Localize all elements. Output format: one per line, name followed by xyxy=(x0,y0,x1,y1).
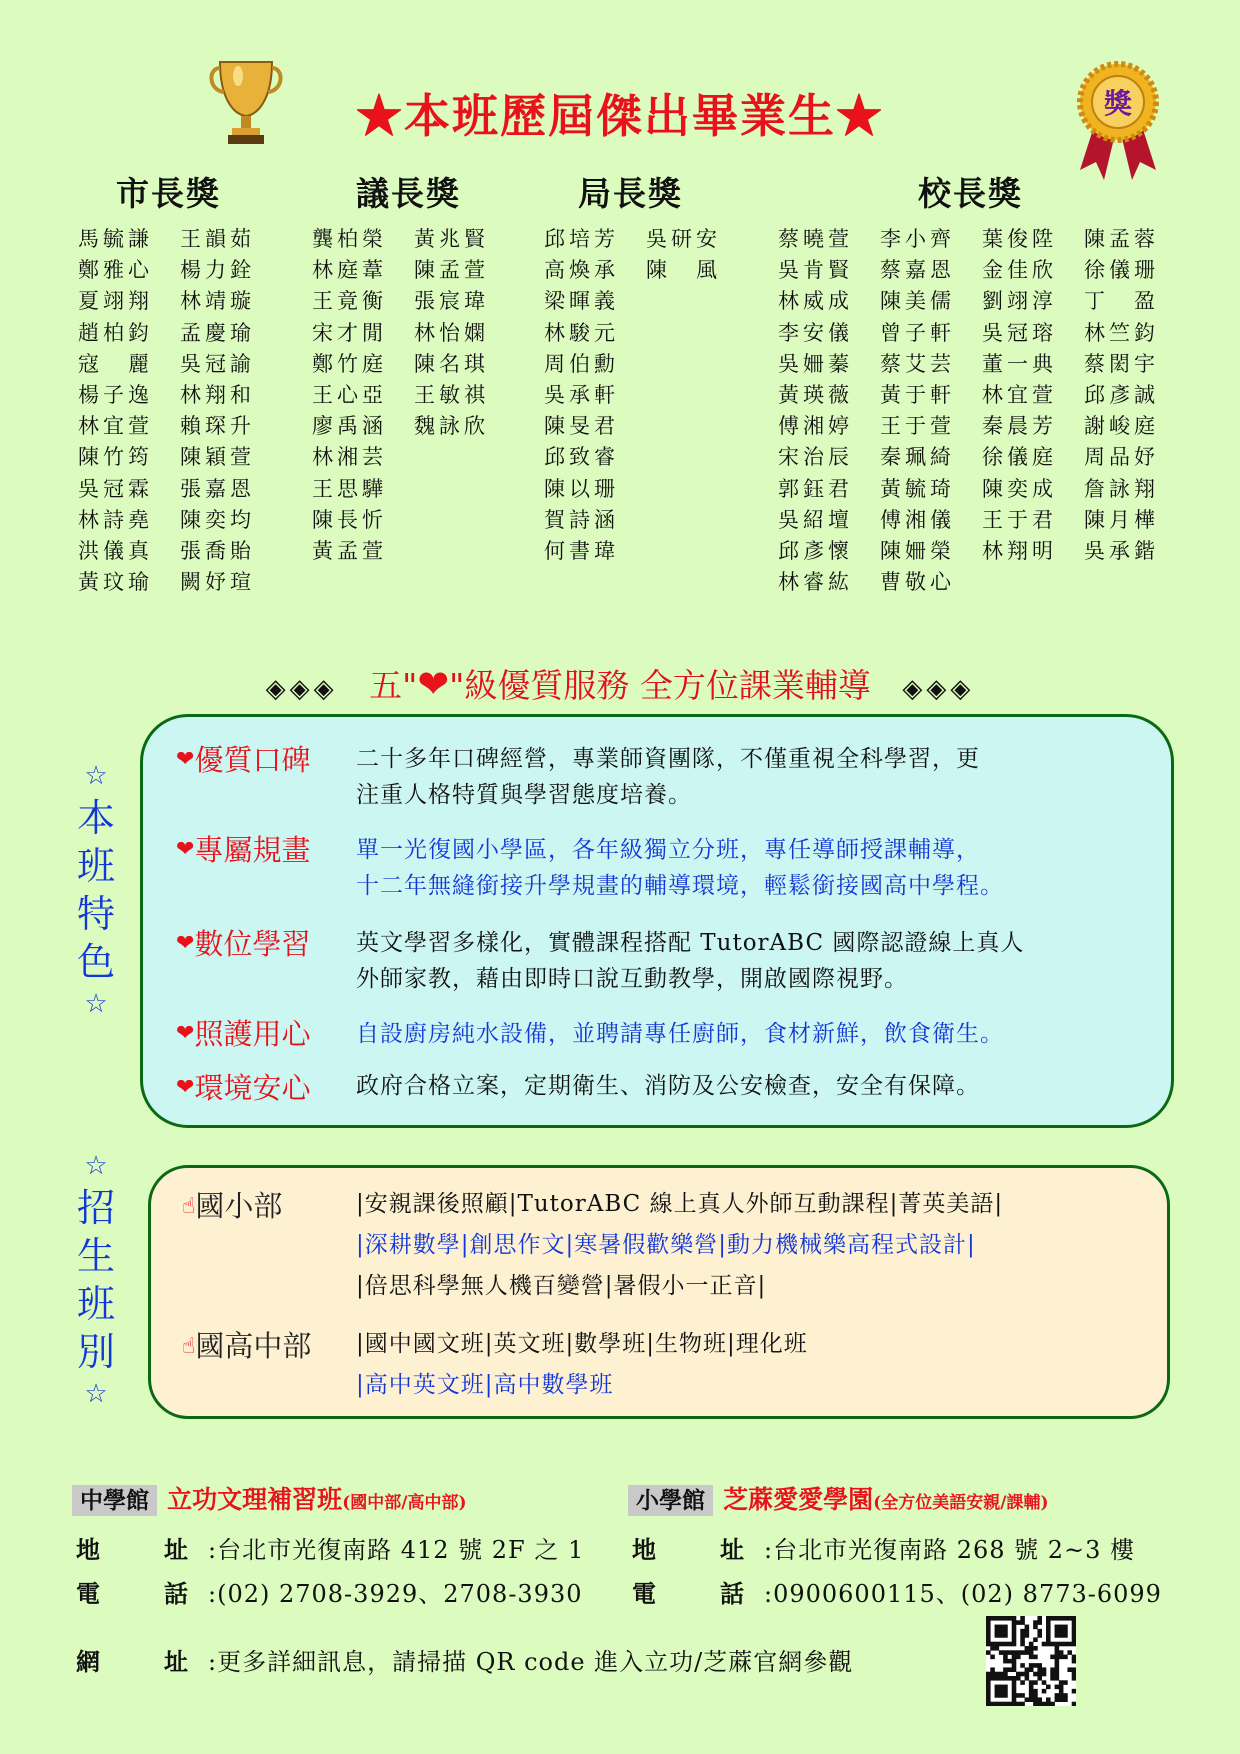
feature-text-reputation: 二十多年口碑經營，專業師資團隊，不僅重視全科學習，更 注重人格特質與學習態度培養。 xyxy=(356,746,980,808)
award-name: 陳月樺 xyxy=(1084,507,1159,532)
primary-school-address: 地 址:台北市光復南路 268 號 2~3 樓 xyxy=(632,1535,1136,1564)
award-name: 詹詠翔 xyxy=(1084,476,1159,501)
award-name: 黃于軒 xyxy=(880,382,955,407)
award-name: 楊力銓 xyxy=(180,258,255,283)
feature-text-care: 自設廚房純水設備，並聘請專任廚師，食材新鮮，飲食衛生。 xyxy=(356,1021,1004,1047)
enroll-label-secondary: ☝國高中部 xyxy=(182,1329,312,1363)
award-name: 陳以珊 xyxy=(544,476,619,501)
award-name: 吳紹壇 xyxy=(778,507,853,532)
award-name: 徐儀珊 xyxy=(1084,258,1159,283)
award-name: 王敏祺 xyxy=(414,382,489,407)
side-label-char: 招 xyxy=(76,1186,115,1230)
award-name: 邱彥懷 xyxy=(778,538,853,563)
features-side-label xyxy=(74,758,118,1022)
award-name: 邱致睿 xyxy=(544,445,619,470)
award-name: 吳冠諭 xyxy=(180,351,255,376)
award-name: 蔡閎宇 xyxy=(1084,351,1159,376)
award-name: 林庭葦 xyxy=(312,258,387,283)
award-name: 丁 盈 xyxy=(1084,289,1159,314)
award-name: 林竺鈞 xyxy=(1084,320,1159,345)
award-name: 王于萱 xyxy=(880,414,955,439)
primary-school-tag: 小學館 xyxy=(628,1485,713,1516)
award-name: 吳冠霖 xyxy=(78,476,153,501)
award-name: 林翔明 xyxy=(982,538,1057,563)
award-name: 闕妤瑄 xyxy=(180,570,255,595)
award-name: 董一典 xyxy=(982,351,1057,376)
award-name: 黃兆賢 xyxy=(414,227,489,251)
principal-names-col3 xyxy=(982,224,1057,567)
award-name: 何書瑋 xyxy=(544,538,619,563)
enrollment-side-label xyxy=(74,1148,118,1412)
star-icon: ☆ xyxy=(84,1151,108,1181)
award-name: 賴琛升 xyxy=(180,414,255,439)
middle-school-phone: 電 話:(02) 2708-3929、2708-3930 xyxy=(76,1579,583,1608)
award-principal-label: 校長獎 xyxy=(918,174,1023,213)
award-name: 林睿紘 xyxy=(778,570,853,595)
award-name: 龔柏榮 xyxy=(312,227,387,251)
banner-text-post: "級優質服務 全方位課業輔導 xyxy=(449,666,871,705)
award-name: 林湘芸 xyxy=(312,445,387,470)
award-name: 林宜萱 xyxy=(78,414,153,439)
award-name: 林威成 xyxy=(778,289,853,314)
award-name: 周品妤 xyxy=(1084,445,1159,470)
award-name: 吳肯賢 xyxy=(778,258,853,283)
side-label-char: 別 xyxy=(76,1330,115,1374)
award-name: 吳冠瑢 xyxy=(982,320,1057,345)
award-name: 宋才閒 xyxy=(312,320,387,345)
award-name: 吳承鍇 xyxy=(1084,538,1159,563)
service-banner xyxy=(0,660,1240,707)
award-name: 黃玟瑜 xyxy=(78,570,153,595)
award-name: 秦晨芳 xyxy=(982,414,1057,439)
award-name: 陳穎萱 xyxy=(180,445,255,470)
enroll-text-elementary: |安親課後照顧|TutorABC 線上真人外師互動課程|菁英美語| |深耕數學|創思作文|寒暑假歡樂營|動力機械樂高程式設計| |倍思科學無人機百變營|暑假小一正音| xyxy=(356,1191,1004,1299)
feature-label-care: ❤照護用心 xyxy=(176,1017,311,1051)
heart-icon: ❤ xyxy=(176,931,195,956)
award-name: 葉俊陞 xyxy=(982,227,1057,251)
council-names-col2 xyxy=(414,224,489,442)
award-name: 宋治辰 xyxy=(778,445,853,470)
website-line: 網 址:更多詳細訊息，請掃描 QR code 進入立功/芝蔴官網參觀 xyxy=(76,1647,854,1676)
heart-icon: ❤ xyxy=(176,1021,195,1046)
award-name: 魏詠欣 xyxy=(414,414,489,439)
star-icon: ☆ xyxy=(84,1379,108,1409)
award-name: 郭鈺君 xyxy=(778,476,853,501)
enroll-text-secondary: |國中國文班|英文班|數學班|生物班|理化班 |高中英文班|高中數學班 xyxy=(356,1331,808,1398)
feature-text-digital: 英文學習多樣化，實體課程搭配 TutorABC 國際認證線上真人 外師家教，藉由即時口說互動教學，開啟國際視野。 xyxy=(356,930,1025,992)
award-name: 陳姍榮 xyxy=(880,538,955,563)
award-name: 王竟衡 xyxy=(312,289,387,314)
award-name: 張喬貽 xyxy=(180,538,255,563)
award-bureau-label: 局長獎 xyxy=(578,174,683,213)
award-name: 林靖璇 xyxy=(180,289,255,314)
award-name: 劉翊淳 xyxy=(982,289,1057,314)
award-name: 吳姍蓁 xyxy=(778,351,853,376)
star-icon: ☆ xyxy=(84,761,108,791)
award-name: 鄭雅心 xyxy=(78,258,153,283)
award-name: 王于君 xyxy=(982,507,1057,532)
principal-names-col1 xyxy=(778,224,853,598)
award-name: 王韻茹 xyxy=(180,227,255,251)
award-name: 蔡曉萱 xyxy=(778,227,853,251)
feature-text-planning: 單一光復國小學區，各年級獨立分班，專任導師授課輔導， 十二年無縫銜接升學規畫的輔導環境，輕鬆銜接國高中學程。 xyxy=(356,837,1004,899)
mayor-names-col1 xyxy=(78,224,153,598)
award-name: 黃瑛薇 xyxy=(778,382,853,407)
middle-school-heading xyxy=(72,1480,466,1516)
award-name: 謝峻庭 xyxy=(1084,414,1159,439)
page-title: ★本班歷屆傑出畢業生★ xyxy=(356,89,884,143)
award-name: 陳竹筠 xyxy=(78,445,153,470)
side-label-char: 色 xyxy=(76,940,115,984)
award-name: 蔡嘉恩 xyxy=(880,258,955,283)
heart-icon: ❤ xyxy=(176,1075,195,1100)
award-name: 金佳欣 xyxy=(982,258,1057,283)
award-name: 李小齊 xyxy=(880,227,955,251)
award-name: 陳長忻 xyxy=(312,507,387,532)
enrollment-side-text xyxy=(74,1184,118,1376)
qr-code[interactable] xyxy=(986,1616,1076,1706)
feature-label-planning: ❤專屬規畫 xyxy=(176,833,311,867)
feature-label-safety: ❤環境安心 xyxy=(176,1071,311,1105)
award-name: 寇 麗 xyxy=(78,351,153,376)
award-name: 陳奕均 xyxy=(180,507,255,532)
award-name: 陳美儒 xyxy=(880,289,955,314)
award-name: 廖禹涵 xyxy=(312,414,387,439)
award-name: 吳承軒 xyxy=(544,382,619,407)
banner-diamonds-left: ◈◈◈ xyxy=(265,674,338,704)
award-name: 王思驊 xyxy=(312,476,387,501)
award-name: 秦珮綺 xyxy=(880,445,955,470)
award-name: 陳奕成 xyxy=(982,476,1057,501)
award-name: 傅湘婷 xyxy=(778,414,853,439)
award-name: 黃毓琦 xyxy=(880,476,955,501)
feature-text-safety: 政府合格立案，定期衛生、消防及公安檢查，安全有保障。 xyxy=(356,1073,980,1099)
award-name: 陳旻君 xyxy=(544,414,619,439)
feature-label-reputation: ❤優質口碑 xyxy=(176,743,311,777)
middle-school-tag: 中學館 xyxy=(72,1485,157,1516)
side-label-char: 班 xyxy=(76,1282,115,1326)
award-name: 林宜萱 xyxy=(982,382,1057,407)
award-name: 林詩堯 xyxy=(78,507,153,532)
award-medal-icon xyxy=(1066,60,1170,182)
primary-school-heading xyxy=(628,1480,1048,1516)
banner-text-pre: 五" xyxy=(369,666,418,705)
award-name: 邱培芳 xyxy=(544,227,619,251)
award-name: 張宸瑋 xyxy=(414,289,489,314)
award-name: 王心亞 xyxy=(312,382,387,407)
award-name: 洪儀真 xyxy=(78,538,153,563)
feature-label-digital: ❤數位學習 xyxy=(176,927,311,961)
side-label-char: 本 xyxy=(76,796,115,840)
award-name: 高煥承 xyxy=(544,258,619,283)
award-name: 邱彥誠 xyxy=(1084,382,1159,407)
council-names-col1 xyxy=(312,224,387,567)
features-side-text xyxy=(74,794,118,986)
award-name: 陳孟蓉 xyxy=(1084,227,1159,251)
award-name: 曾子軒 xyxy=(880,320,955,345)
award-name: 傅湘儀 xyxy=(880,507,955,532)
side-label-char: 班 xyxy=(76,844,115,888)
heart-icon: ❤ xyxy=(176,837,195,862)
pointing-hand-icon: ☝ xyxy=(182,1334,196,1359)
enroll-label-elementary: ☝國小部 xyxy=(182,1189,283,1223)
banner-diamonds-right: ◈◈◈ xyxy=(902,674,975,704)
side-label-char: 生 xyxy=(76,1234,115,1278)
award-name: 鄭竹庭 xyxy=(312,351,387,376)
bureau-names-col1 xyxy=(544,224,619,567)
award-name: 賀詩涵 xyxy=(544,507,619,532)
primary-school-name: 芝蔴愛愛學園(全方位美語安親/課輔) xyxy=(723,1485,1049,1514)
award-name: 張嘉恩 xyxy=(180,476,255,501)
award-name: 馬毓謙 xyxy=(78,227,153,251)
award-name: 林翔和 xyxy=(180,382,255,407)
mayor-names-col2 xyxy=(180,224,255,598)
award-name: 陳 風 xyxy=(646,258,721,283)
award-name: 黃孟萱 xyxy=(312,538,387,563)
award-name: 蔡艾芸 xyxy=(880,351,955,376)
award-name: 周伯勳 xyxy=(544,351,619,376)
award-name: 梁暉義 xyxy=(544,289,619,314)
star-icon: ☆ xyxy=(84,989,108,1019)
bureau-names-col2 xyxy=(646,224,721,286)
award-name: 陳孟萱 xyxy=(414,258,489,283)
award-name: 楊子逸 xyxy=(78,382,153,407)
heart-icon: ❤ xyxy=(417,662,450,706)
award-name: 林怡嫻 xyxy=(414,320,489,345)
principal-names-col4 xyxy=(1084,224,1159,567)
award-name: 夏翊翔 xyxy=(78,289,153,314)
award-name: 李安儀 xyxy=(778,320,853,345)
award-mayor-label: 市長獎 xyxy=(116,174,221,213)
award-name: 吳研安 xyxy=(646,227,721,251)
principal-names-col2 xyxy=(880,224,955,598)
award-name: 趙柏鈞 xyxy=(78,320,153,345)
middle-school-name: 立功文理補習班(國中部/高中部) xyxy=(167,1485,467,1514)
medal-text: 獎 xyxy=(1103,87,1133,120)
award-council-label: 議長獎 xyxy=(356,174,461,213)
award-name: 孟慶瑜 xyxy=(180,320,255,345)
primary-school-phone: 電 話:0900600115、(02) 8773-6099 xyxy=(632,1579,1162,1608)
side-label-char: 特 xyxy=(76,892,115,936)
middle-school-address: 地 址:台北市光復南路 412 號 2F 之 1 xyxy=(76,1535,585,1564)
award-name: 陳名琪 xyxy=(414,351,489,376)
award-name: 徐儀庭 xyxy=(982,445,1057,470)
award-name: 曹敬心 xyxy=(880,570,955,595)
pointing-hand-icon: ☝ xyxy=(182,1194,196,1219)
award-name: 林駿元 xyxy=(544,320,619,345)
heart-icon: ❤ xyxy=(176,747,195,772)
